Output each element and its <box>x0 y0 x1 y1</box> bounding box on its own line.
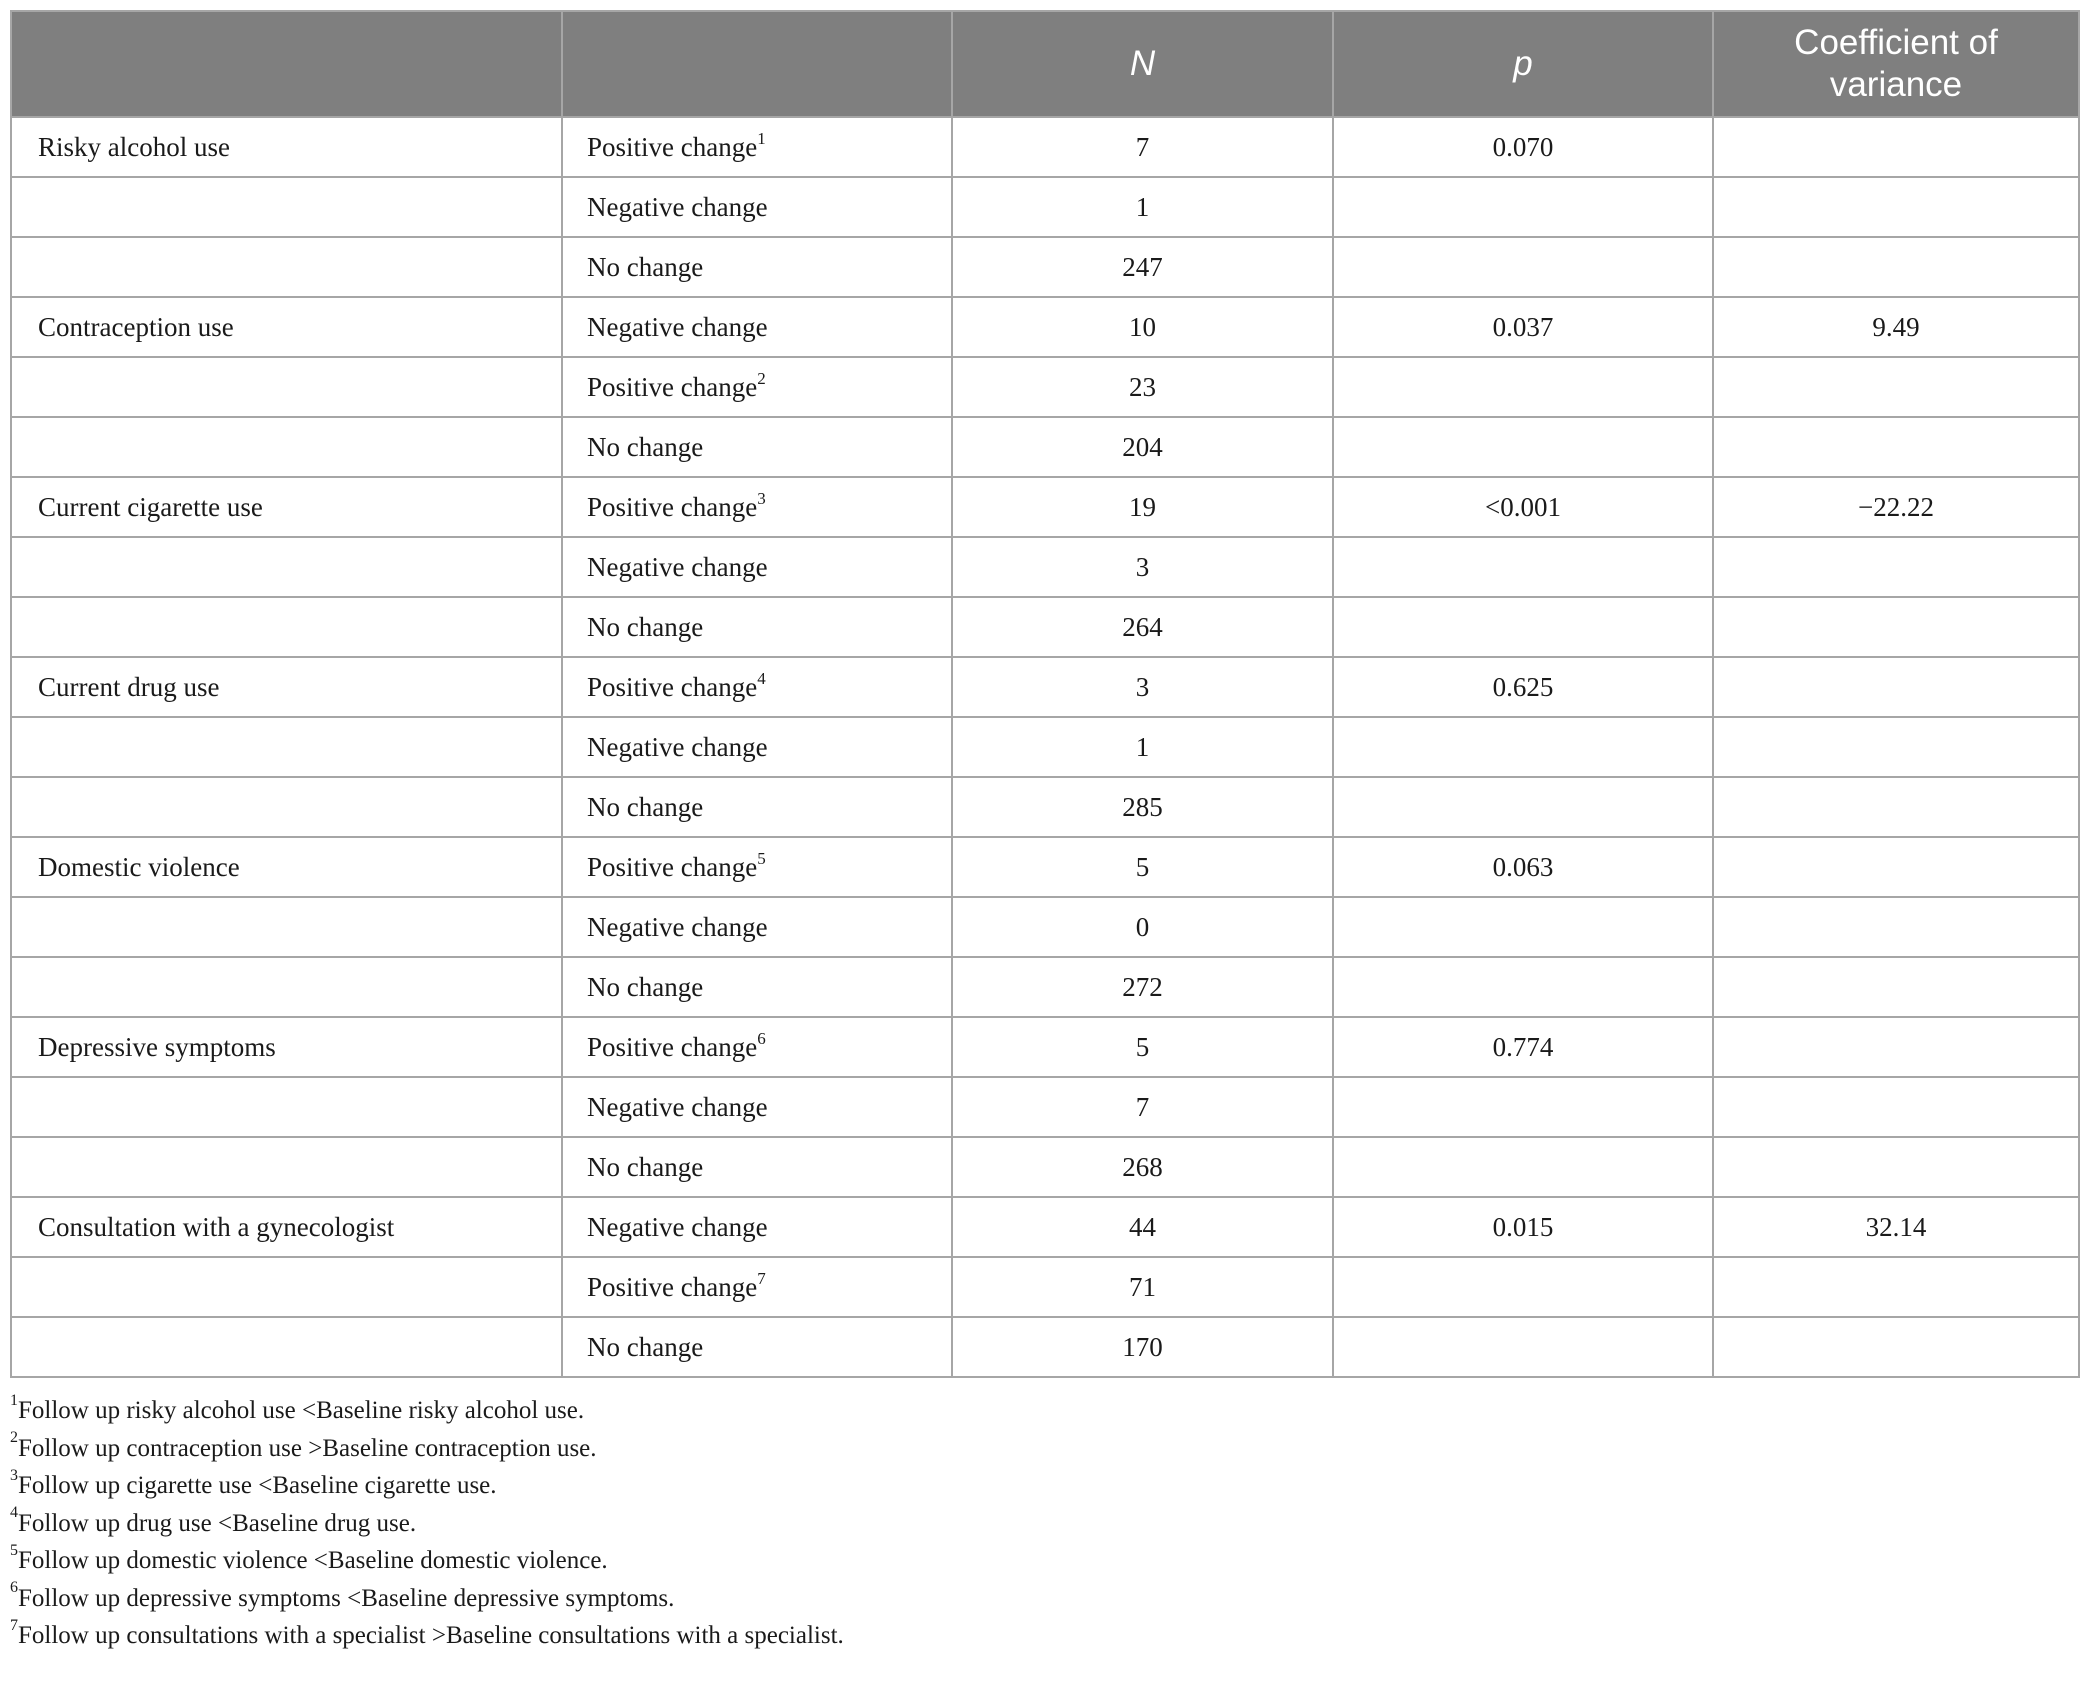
p-value-cell: 0.015 <box>1333 1197 1713 1257</box>
footnote-marker: 3 <box>757 488 766 508</box>
cv-value-cell <box>1713 1257 2079 1317</box>
measure-cell <box>11 177 562 237</box>
change-label: Negative change <box>587 311 768 342</box>
change-cell <box>562 1197 952 1257</box>
p-value-cell <box>1333 237 1713 297</box>
footnote <box>10 1467 2078 1505</box>
p-value-cell: 0.037 <box>1333 297 1713 357</box>
footnote-text: Follow up depressive symptoms <Baseline depressive symptoms. <box>18 1584 675 1612</box>
measure-cell <box>11 777 562 837</box>
footnote-text: Follow up domestic violence <Baseline domestic violence. <box>18 1547 608 1574</box>
cv-value-cell <box>1713 1137 2079 1197</box>
measure-cell <box>11 597 562 657</box>
footnote <box>10 1392 2078 1430</box>
change-cell <box>562 717 952 777</box>
measure-cell <box>11 417 562 477</box>
footnote <box>10 1617 2078 1655</box>
cv-value-cell <box>1713 717 2079 777</box>
n-value-cell: 1 <box>952 177 1333 237</box>
n-value-cell: 0 <box>952 897 1333 957</box>
measure-cell <box>11 1137 562 1197</box>
footnote-marker: 7 <box>757 1268 766 1288</box>
results-table-container <box>10 10 2078 1655</box>
cv-value-cell <box>1713 837 2079 897</box>
change-cell <box>562 237 952 297</box>
p-value-cell: 0.063 <box>1333 837 1713 897</box>
p-value-cell <box>1333 897 1713 957</box>
table-row <box>11 1077 2079 1137</box>
p-value-cell <box>1333 1137 1713 1197</box>
footnote-mark: 5 <box>10 1541 18 1559</box>
change-cell <box>562 297 952 357</box>
cv-value-cell: 32.14 <box>1713 1197 2079 1257</box>
cv-value-cell: 9.49 <box>1713 297 2079 357</box>
p-value-cell <box>1333 597 1713 657</box>
n-value-cell: 5 <box>952 837 1333 897</box>
footnote-marker: 5 <box>757 848 766 868</box>
measure-cell: Domestic violence <box>11 837 562 897</box>
footnote-text: Follow up consultations with a specialist >Baseline consultations with a specialist. <box>18 1622 844 1649</box>
cv-value-cell <box>1713 957 2079 1017</box>
footnote <box>10 1580 2078 1618</box>
footnote-mark: 4 <box>10 1504 18 1522</box>
footnote-mark: 3 <box>10 1466 18 1484</box>
header-coefficient-of-variance: Coefficient of variance <box>1713 11 2079 117</box>
footnote <box>10 1430 2078 1468</box>
measure-cell <box>11 897 562 957</box>
change-cell <box>562 597 952 657</box>
table-row <box>11 357 2079 417</box>
change-label: Negative change <box>587 1091 768 1122</box>
table-row <box>11 1257 2079 1317</box>
cv-value-cell <box>1713 1317 2079 1377</box>
n-value-cell: 204 <box>952 417 1333 477</box>
change-cell <box>562 957 952 1017</box>
change-cell <box>562 657 952 717</box>
footnote-text: Follow up contraception use >Baseline contraception use. <box>18 1434 597 1462</box>
n-value-cell: 3 <box>952 657 1333 717</box>
measure-cell <box>11 1077 562 1137</box>
p-value-cell: 0.070 <box>1333 117 1713 177</box>
p-value-cell: 0.774 <box>1333 1017 1713 1077</box>
cv-value-cell <box>1713 657 2079 717</box>
change-label: Positive change <box>587 491 758 522</box>
change-cell <box>562 417 952 477</box>
change-cell <box>562 537 952 597</box>
cv-value-cell <box>1713 417 2079 477</box>
table-row <box>11 1017 2079 1077</box>
table-row <box>11 477 2079 537</box>
n-value-cell: 71 <box>952 1257 1333 1317</box>
header-n: N <box>952 11 1333 117</box>
footnote-marker: 6 <box>757 1028 766 1048</box>
header-blank-change <box>562 11 952 117</box>
p-value-cell <box>1333 357 1713 417</box>
p-value-cell <box>1333 717 1713 777</box>
table-row <box>11 1137 2079 1197</box>
footnote-marker: 2 <box>757 368 766 388</box>
table-row <box>11 177 2079 237</box>
cv-value-cell <box>1713 1077 2079 1137</box>
measure-cell <box>11 1317 562 1377</box>
n-value-cell: 264 <box>952 597 1333 657</box>
change-cell <box>562 837 952 897</box>
n-value-cell: 44 <box>952 1197 1333 1257</box>
cv-value-cell <box>1713 597 2079 657</box>
measure-cell <box>11 537 562 597</box>
table-body <box>11 117 2079 1377</box>
change-label: No change <box>587 791 704 822</box>
n-value-cell: 272 <box>952 957 1333 1017</box>
table-row <box>11 537 2079 597</box>
cv-value-cell <box>1713 1017 2079 1077</box>
n-value-cell: 5 <box>952 1017 1333 1077</box>
change-cell <box>562 777 952 837</box>
p-value-cell: 0.625 <box>1333 657 1713 717</box>
change-cell <box>562 1077 952 1137</box>
header-p: p <box>1333 11 1713 117</box>
footnote-marker: 1 <box>757 128 766 148</box>
change-cell <box>562 1137 952 1197</box>
cv-value-cell: −22.22 <box>1713 477 2079 537</box>
header-blank-measure <box>11 11 562 117</box>
n-value-cell: 10 <box>952 297 1333 357</box>
n-value-cell: 1 <box>952 717 1333 777</box>
change-cell <box>562 1257 952 1317</box>
n-value-cell: 247 <box>952 237 1333 297</box>
footnote-marker: 4 <box>757 668 766 688</box>
change-label: Positive change <box>587 131 758 162</box>
change-label: Positive change <box>587 371 758 402</box>
table-row <box>11 1317 2079 1377</box>
table-row <box>11 777 2079 837</box>
change-cell <box>562 177 952 237</box>
change-label: Positive change <box>587 851 758 882</box>
change-label: No change <box>587 971 704 1002</box>
footnote-mark: 6 <box>10 1579 18 1597</box>
p-value-cell <box>1333 537 1713 597</box>
table-row <box>11 897 2079 957</box>
n-value-cell: 285 <box>952 777 1333 837</box>
results-table <box>10 10 2080 1378</box>
footnote <box>10 1505 2078 1543</box>
change-cell <box>562 117 952 177</box>
table-row <box>11 837 2079 897</box>
change-label: No change <box>587 611 704 642</box>
change-label: Negative change <box>587 191 768 222</box>
change-label: Negative change <box>587 731 768 762</box>
footnote-text: Follow up risky alcohol use <Baseline risky alcohol use. <box>18 1397 585 1424</box>
p-value-cell <box>1333 957 1713 1017</box>
n-value-cell: 7 <box>952 117 1333 177</box>
measure-cell <box>11 1257 562 1317</box>
change-label: Negative change <box>587 551 768 582</box>
change-label: Positive change <box>587 1031 758 1062</box>
change-label: Positive change <box>587 1271 758 1302</box>
measure-cell: Risky alcohol use <box>11 117 562 177</box>
cv-value-cell <box>1713 177 2079 237</box>
measure-cell <box>11 717 562 777</box>
footnote-text: Follow up drug use <Baseline drug use. <box>18 1509 417 1537</box>
footnote-mark: 7 <box>10 1616 18 1634</box>
n-value-cell: 7 <box>952 1077 1333 1137</box>
table-row <box>11 597 2079 657</box>
n-value-cell: 23 <box>952 357 1333 417</box>
change-label: No change <box>587 1331 704 1362</box>
cv-value-cell <box>1713 117 2079 177</box>
table-row <box>11 717 2079 777</box>
change-cell <box>562 1017 952 1077</box>
measure-cell <box>11 357 562 417</box>
footnotes <box>10 1392 2078 1655</box>
p-value-cell <box>1333 777 1713 837</box>
change-cell <box>562 477 952 537</box>
cv-value-cell <box>1713 537 2079 597</box>
measure-cell <box>11 237 562 297</box>
table-row <box>11 1197 2079 1257</box>
p-value-cell <box>1333 1077 1713 1137</box>
measure-cell: Depressive symptoms <box>11 1017 562 1077</box>
table-row <box>11 657 2079 717</box>
header-row <box>11 11 2079 117</box>
p-value-cell <box>1333 177 1713 237</box>
footnote <box>10 1542 2078 1580</box>
change-label: Negative change <box>587 1211 768 1242</box>
n-value-cell: 268 <box>952 1137 1333 1197</box>
table-row <box>11 237 2079 297</box>
change-label: Positive change <box>587 671 758 702</box>
p-value-cell <box>1333 417 1713 477</box>
p-value-cell <box>1333 1317 1713 1377</box>
cv-value-cell <box>1713 237 2079 297</box>
footnote-text: Follow up cigarette use <Baseline cigarette use. <box>18 1472 497 1499</box>
change-label: No change <box>587 431 704 462</box>
p-value-cell: <0.001 <box>1333 477 1713 537</box>
n-value-cell: 19 <box>952 477 1333 537</box>
measure-cell <box>11 957 562 1017</box>
cv-value-cell <box>1713 897 2079 957</box>
cv-value-cell <box>1713 357 2079 417</box>
n-value-cell: 3 <box>952 537 1333 597</box>
p-value-cell <box>1333 1257 1713 1317</box>
change-label: Negative change <box>587 911 768 942</box>
change-cell <box>562 897 952 957</box>
change-label: No change <box>587 251 704 282</box>
table-row <box>11 957 2079 1017</box>
change-cell <box>562 1317 952 1377</box>
footnote-mark: 2 <box>10 1429 18 1447</box>
table-row <box>11 117 2079 177</box>
change-cell <box>562 357 952 417</box>
n-value-cell: 170 <box>952 1317 1333 1377</box>
change-label: No change <box>587 1151 704 1182</box>
table-row <box>11 417 2079 477</box>
measure-cell: Contraception use <box>11 297 562 357</box>
measure-cell: Consultation with a gynecologist <box>11 1197 562 1257</box>
table-row <box>11 297 2079 357</box>
cv-value-cell <box>1713 777 2079 837</box>
footnote-mark: 1 <box>10 1391 18 1409</box>
measure-cell: Current cigarette use <box>11 477 562 537</box>
measure-cell: Current drug use <box>11 657 562 717</box>
